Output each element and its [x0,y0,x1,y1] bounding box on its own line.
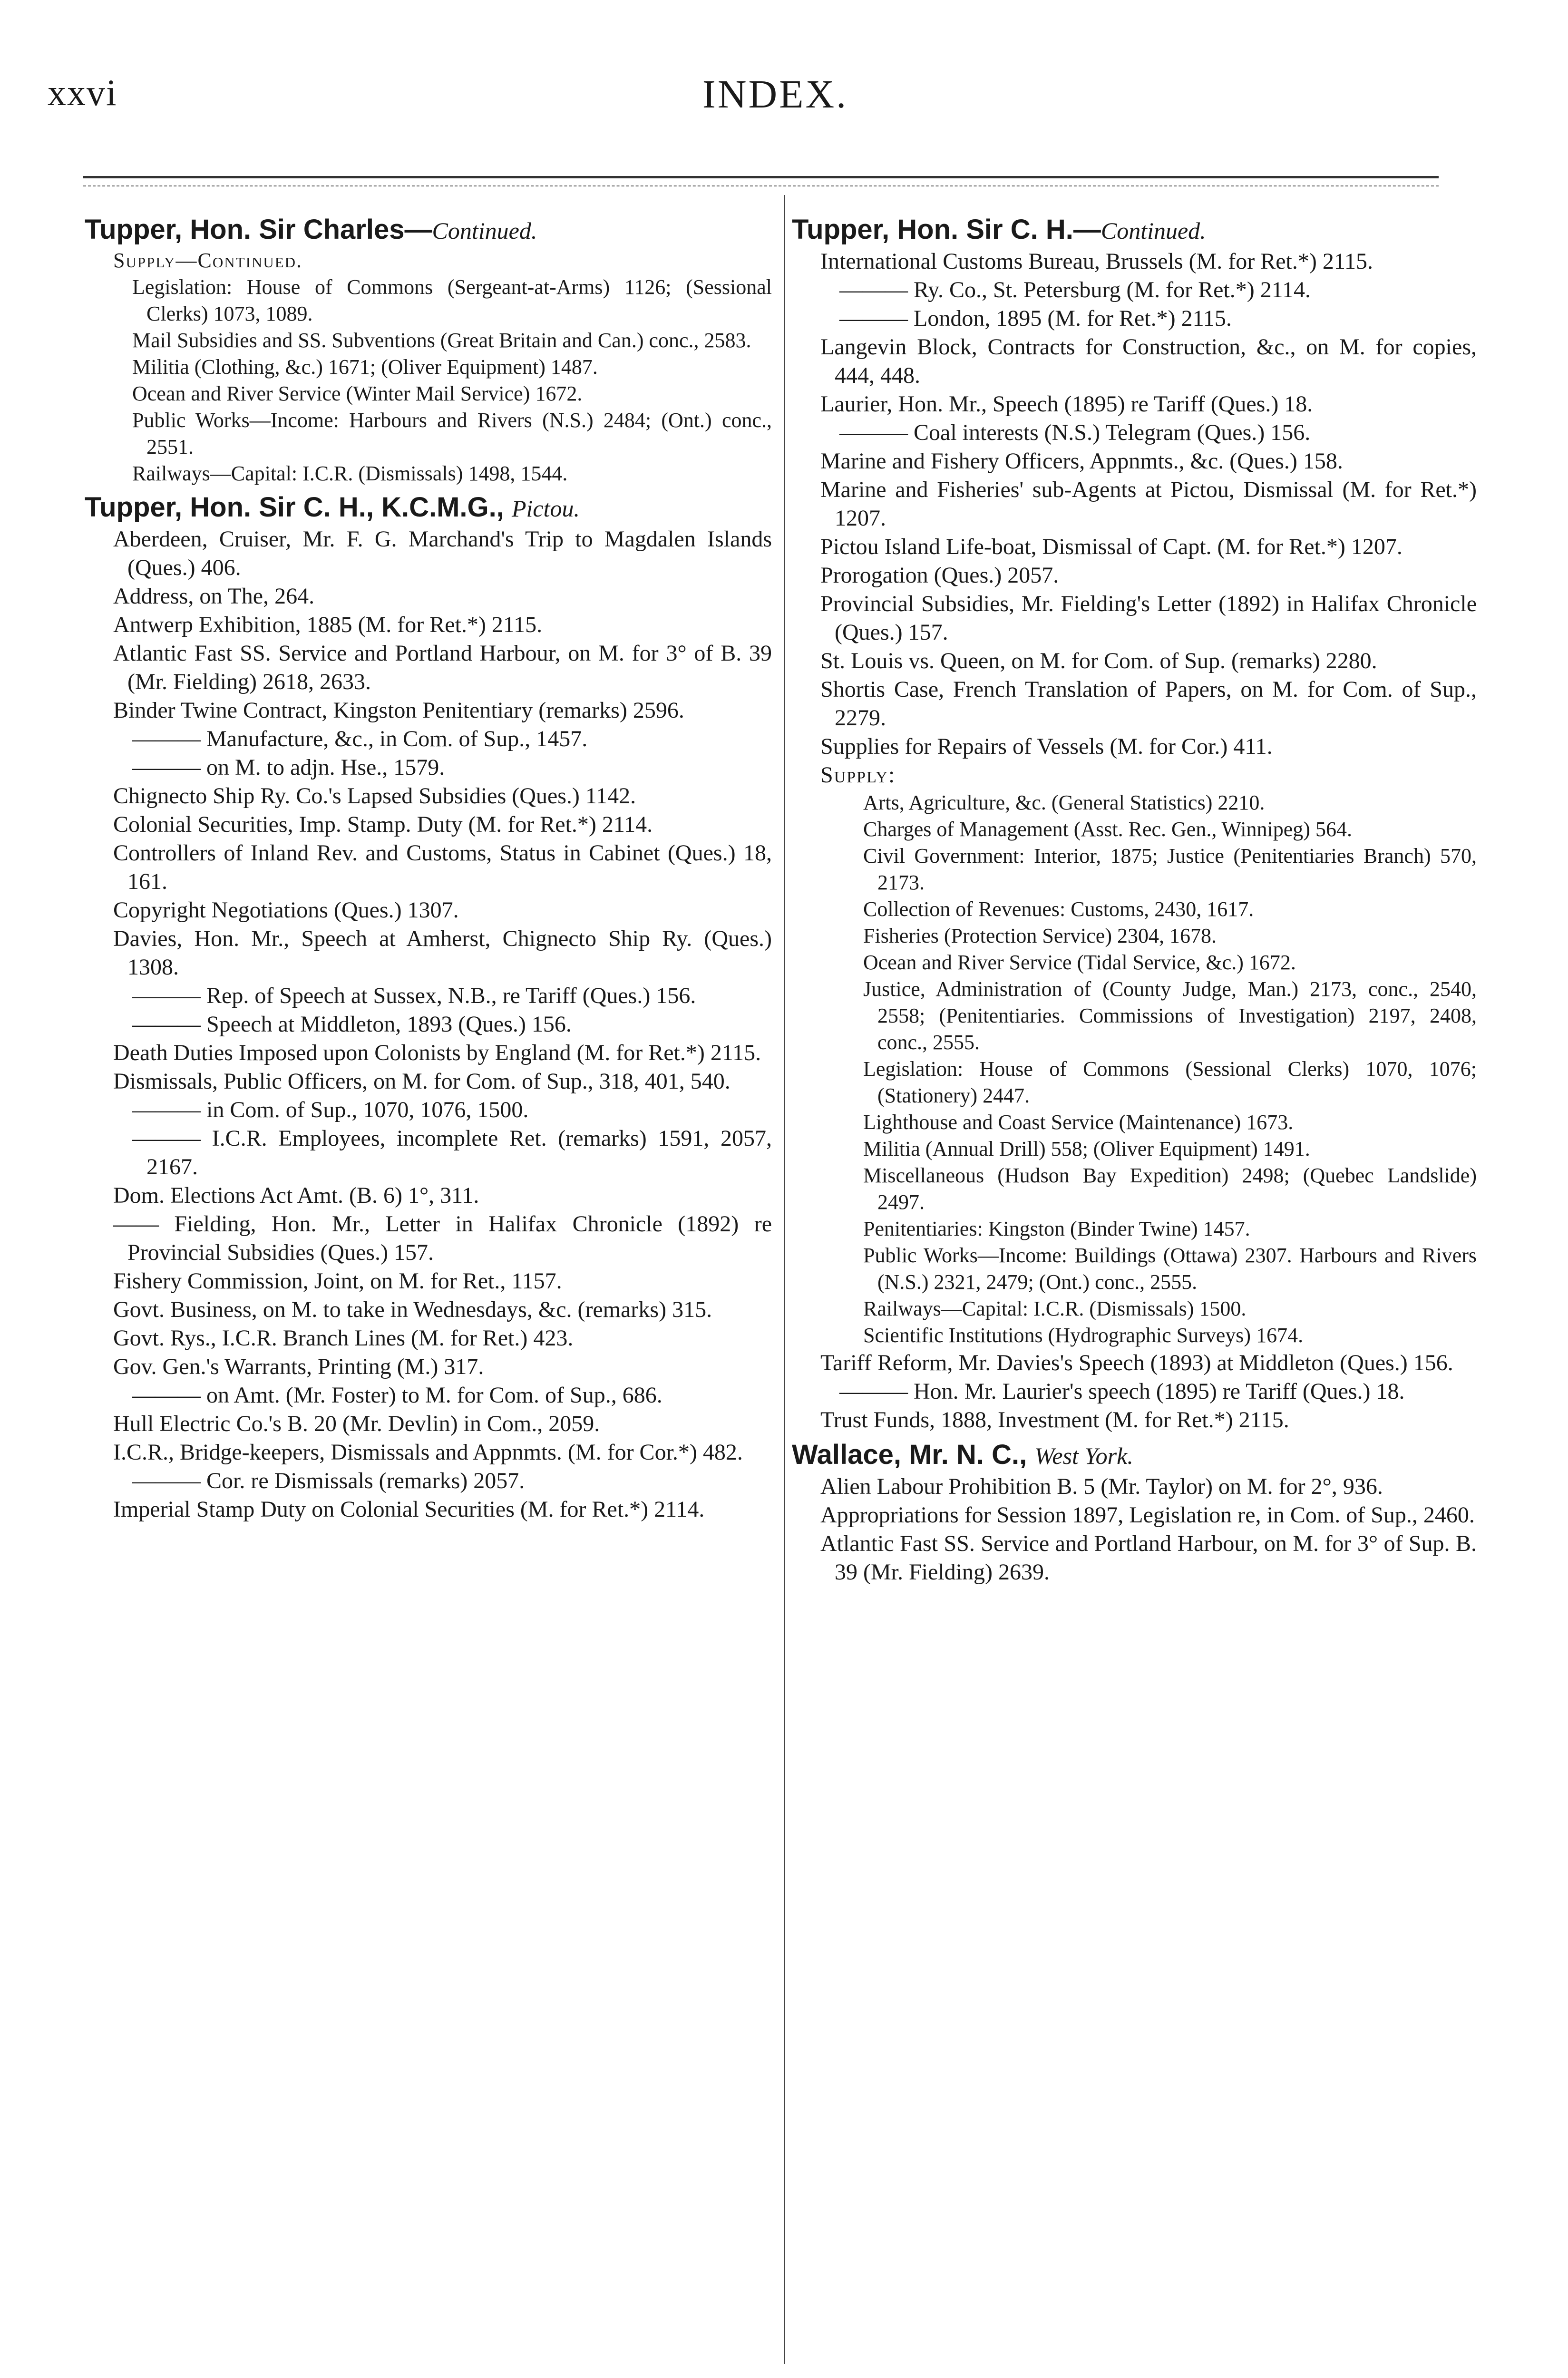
entry-text: Legislation: House of Commons (Sessional Clerks) 1070, 1076; (Stationery) 2447. [863,1057,1477,1107]
entry-text: Legislation: House of Commons (Sergeant-at-Arms) 1126; (Sessional Clerks) 1073, 1089. [132,275,772,325]
entry-text: Arts, Agriculture, &c. (General Statistics) 2210. [863,791,1265,814]
index-entry [806,976,1477,1056]
index-entry [806,732,1477,761]
index-entry [806,761,1477,789]
index-heading [85,491,772,525]
entry-text: Public Works—Income: Harbours and Rivers (N.S.) 2484; (Ont.) conc., 2551. [132,409,772,458]
entry-text: Miscellaneous (Hudson Bay Expedition) 2498; (Quebec Landslide) 2497. [863,1164,1477,1214]
entry-text: —— Fielding, Hon. Mr., Letter in Halifax Chronicle (1892) re Provincial Subsidies (Ques.) 157. [113,1211,772,1265]
entry-text: Death Duties Imposed upon Colonists by England (M. for Ret.*) 2115. [113,1040,761,1065]
entry-text: ——— Rep. of Speech at Sussex, N.B., re Tariff (Ques.) 156. [132,983,696,1008]
index-entry [806,333,1477,390]
index-entry [99,1467,772,1495]
entry-text: Supplies for Repairs of Vessels (M. for Cor.) 411. [820,734,1273,759]
index-entry [806,1472,1477,1501]
entry-text: Copyright Negotiations (Ques.) 1307. [113,897,459,923]
entry-text: ——— on M. to adjn. Hse., 1579. [132,755,445,780]
entry-text: Govt. Rys., I.C.R. Branch Lines (M. for Ret.) 423. [113,1325,574,1351]
index-entry [99,460,772,487]
index-entry [806,1109,1477,1136]
index-entry [806,843,1477,896]
entry-text: Shortis Case, French Translation of Papers, on M. for Com. of Sup., 2279. [820,677,1477,731]
heading-continuation: West York. [1034,1442,1133,1469]
index-entry [806,276,1477,304]
index-entry [806,1501,1477,1530]
index-entry [806,675,1477,732]
index-entry [806,1530,1477,1587]
entry-text: Hull Electric Co.'s B. 20 (Mr. Devlin) in Com., 2059. [113,1411,600,1436]
index-heading [792,213,1477,247]
entry-text: ——— Manufacture, &c., in Com. of Sup., 1457. [132,726,588,751]
entry-text: Fishery Commission, Joint, on M. for Ret., 1157. [113,1268,562,1294]
index-entry [806,1216,1477,1242]
entry-text: Gov. Gen.'s Warrants, Printing (M.) 317. [113,1354,484,1379]
page-header [48,71,1503,138]
index-entry [99,810,772,839]
entry-text: Collection of Revenues: Customs, 2430, 1617. [863,897,1254,921]
index-entry [806,1349,1477,1377]
index-entry [99,782,772,810]
entry-text: Prorogation (Ques.) 2057. [820,563,1059,588]
entry-text: Scientific Institutions (Hydrographic Surveys) 1674. [863,1324,1304,1347]
index-entry [806,1322,1477,1349]
entry-text: Dom. Elections Act Amt. (B. 6) 1°, 311. [113,1183,479,1208]
entry-text: Controllers of Inland Rev. and Customs, Status in Cabinet (Ques.) 18, 161. [113,840,772,894]
entry-text: ——— in Com. of Sup., 1070, 1076, 1500. [132,1097,529,1122]
index-entry [99,1181,772,1210]
entry-text: Govt. Business, on M. to take in Wednesdays, &c. (remarks) 315. [113,1297,712,1322]
entry-text: Binder Twine Contract, Kingston Penitentiary (remarks) 2596. [113,698,684,723]
index-entry [99,982,772,1010]
index-entry [99,407,772,460]
entry-text: Civil Government: Interior, 1875; Justice (Penitentiaries Branch) 570, 2173. [863,844,1477,894]
entry-text: Tariff Reform, Mr. Davies's Speech (1893) at Middleton (Ques.) 156. [820,1350,1453,1375]
entry-text: Mail Subsidies and SS. Subventions (Great Britain and Can.) conc., 2583. [132,329,751,352]
entry-text: Militia (Clothing, &c.) 1671; (Oliver Equipment) 1487. [132,355,598,379]
index-entry [806,390,1477,419]
entry-text: Langevin Block, Contracts for Construction, &c., on M. for copies, 444, 448. [820,334,1477,388]
entry-text: Wallace, Mr. N. C., [792,1439,1035,1470]
index-entry [806,816,1477,843]
entry-text: Charges of Management (Asst. Rec. Gen., Winnipeg) 564. [863,818,1352,841]
entry-text: Marine and Fisheries' sub-Agents at Pictou, Dismissal (M. for Ret.*) 1207. [820,477,1477,531]
index-entry [806,647,1477,675]
index-entry [99,1410,772,1438]
index-entry [99,925,772,982]
index-entry [99,247,772,274]
entry-text: Ocean and River Service (Tidal Service, &c.) 1672. [863,951,1296,974]
index-entry [99,696,772,725]
index-entry [806,896,1477,923]
entry-text: ——— I.C.R. Employees, incomplete Ret. (remarks) 1591, 2057, 2167. [132,1126,772,1179]
index-entry [99,839,772,896]
index-entry [806,533,1477,561]
entry-text: Appropriations for Session 1897, Legislation re, in Com. of Sup., 2460. [820,1502,1475,1528]
index-entry [99,1353,772,1381]
index-entry [99,582,772,611]
index-heading [792,1438,1477,1472]
index-entry [806,561,1477,590]
entry-text: Justice, Administration of (County Judge, Man.) 2173, conc., 2540, 2558; (Penitentiaries. Commissions of Investigation) 2197, 2408, conc., 2555. [863,977,1477,1054]
entry-text: Dismissals, Public Officers, on M. for Com. of Sup., 318, 401, 540. [113,1069,730,1094]
entry-text: Militia (Annual Drill) 558; (Oliver Equipment) 1491. [863,1137,1310,1160]
index-entry [806,1296,1477,1322]
index-entry [99,639,772,696]
entry-text: ——— London, 1895 (M. for Ret.*) 2115. [839,306,1232,331]
index-entry [99,525,772,582]
index-entry [99,1010,772,1039]
index-entry [99,611,772,639]
entry-text: Lighthouse and Coast Service (Maintenance) 1673. [863,1111,1294,1134]
entry-text: Alien Labour Prohibition B. 5 (Mr. Taylor) on M. for 2°, 936. [820,1474,1383,1499]
entry-text: Address, on The, 264. [113,584,315,609]
entry-text: Railways—Capital: I.C.R. (Dismissals) 1500. [863,1297,1247,1320]
index-entry [99,1381,772,1410]
index-entry [99,1267,772,1296]
entry-text: Public Works—Income: Buildings (Ottawa) 2307. Harbours and Rivers (N.S.) 2321, 2479; (Ont.) conc., 2555. [863,1244,1477,1294]
entry-text: St. Louis vs. Queen, on M. for Com. of Sup. (remarks) 2280. [820,648,1377,673]
entry-text: Imperial Stamp Duty on Colonial Securities (M. for Ret.*) 2114. [113,1497,705,1522]
index-entry [806,1242,1477,1296]
page-title: INDEX. [702,72,848,117]
index-entry [99,896,772,925]
index-entry [806,1377,1477,1406]
index-entry [806,1406,1477,1434]
entry-text: Colonial Securities, Imp. Stamp. Duty (M. for Ret.*) 2114. [113,812,653,837]
entry-text: Laurier, Hon. Mr., Speech (1895) re Tariff (Ques.) 18. [820,391,1313,417]
index-entry [99,1096,772,1124]
index-heading [85,213,772,247]
index-entry [806,247,1477,276]
entry-text: I.C.R., Bridge-keepers, Dismissals and Appnmts. (M. for Cor.*) 482. [113,1440,743,1465]
index-entry [99,274,772,327]
entry-text: Provincial Subsidies, Mr. Fielding's Letter (1892) in Halifax Chronicle (Ques.) 157. [820,591,1477,645]
entry-text: ——— Hon. Mr. Laurier's speech (1895) re Tariff (Ques.) 18. [839,1379,1405,1404]
index-entry [806,447,1477,476]
entry-text: ——— Speech at Middleton, 1893 (Ques.) 156. [132,1012,572,1037]
entry-text: Aberdeen, Cruiser, Mr. F. G. Marchand's Trip to Magdalen Islands (Ques.) 406. [113,526,772,580]
entry-text: Supply—Continued. [113,249,303,272]
index-entry [806,476,1477,533]
right-column [792,209,1477,1587]
index-entry [99,1210,772,1267]
entry-text: Fisheries (Protection Service) 2304, 1678. [863,924,1217,947]
entry-text: Chignecto Ship Ry. Co.'s Lapsed Subsidies (Ques.) 1142. [113,783,636,809]
index-entry [806,1162,1477,1216]
heading-continuation: Continued. [432,217,537,244]
entry-text: International Customs Bureau, Brussels (M. for Ret.*) 2115. [820,249,1373,274]
column-divider [784,195,785,2364]
entry-text: Antwerp Exhibition, 1885 (M. for Ret.*) 2115. [113,612,543,637]
entry-text: Supply: [820,762,896,788]
entry-text: ——— on Amt. (Mr. Foster) to M. for Com. of Sup., 686. [132,1383,662,1408]
entry-text: Railways—Capital: I.C.R. (Dismissals) 1498, 1544. [132,462,568,485]
entry-text: Tupper, Hon. Sir Charles— [85,214,432,245]
entry-text: ——— Cor. re Dismissals (remarks) 2057. [132,1468,525,1493]
page-number: xxvi [48,72,117,113]
index-entry [99,327,772,354]
heading-continuation: Pictou. [511,495,580,522]
index-entry [99,1124,772,1181]
entry-text: Trust Funds, 1888, Investment (M. for Ret.*) 2115. [820,1407,1289,1433]
entry-text: Ocean and River Service (Winter Mail Service) 1672. [132,382,583,405]
heading-continuation: Continued. [1101,217,1206,244]
entry-text: ——— Coal interests (N.S.) Telegram (Ques.) 156. [839,420,1311,445]
index-entry [806,590,1477,647]
index-entry [99,1438,772,1467]
header-rule [83,176,1439,178]
index-entry [806,304,1477,333]
index-entry [99,1495,772,1524]
index-entry [99,753,772,782]
index-entry [806,419,1477,447]
index-entry [99,1324,772,1353]
entry-text: Tupper, Hon. Sir C. H.— [792,214,1101,245]
index-entry [806,1056,1477,1109]
header-rule-dashed [83,185,1439,186]
index-entry [806,923,1477,949]
entry-text: Atlantic Fast SS. Service and Portland Harbour, on M. for 3° of Sup. B. 39 (Mr. Fielding) 2639. [820,1531,1477,1585]
index-entry [99,1039,772,1067]
left-column [85,209,772,1524]
entry-text: ——— Ry. Co., St. Petersburg (M. for Ret.*) 2114. [839,277,1311,302]
entry-text: Davies, Hon. Mr., Speech at Amherst, Chignecto Ship Ry. (Ques.) 1308. [113,926,772,980]
entry-text: Tupper, Hon. Sir C. H., K.C.M.G., [85,492,512,523]
index-entry [99,1296,772,1324]
index-entry [99,1067,772,1096]
index-entry [99,354,772,380]
index-entry [806,789,1477,816]
entry-text: Penitentiaries: Kingston (Binder Twine) 1457. [863,1217,1250,1240]
index-entry [99,380,772,407]
index-entry [99,725,772,753]
entry-text: Pictou Island Life-boat, Dismissal of Capt. (M. for Ret.*) 1207. [820,534,1402,559]
entry-text: Marine and Fishery Officers, Appnmts., &c. (Ques.) 158. [820,448,1343,474]
index-entry [806,1136,1477,1162]
index-entry [806,949,1477,976]
entry-text: Atlantic Fast SS. Service and Portland Harbour, on M. for 3° of B. 39 (Mr. Fielding) 2618, 2633. [113,641,772,694]
